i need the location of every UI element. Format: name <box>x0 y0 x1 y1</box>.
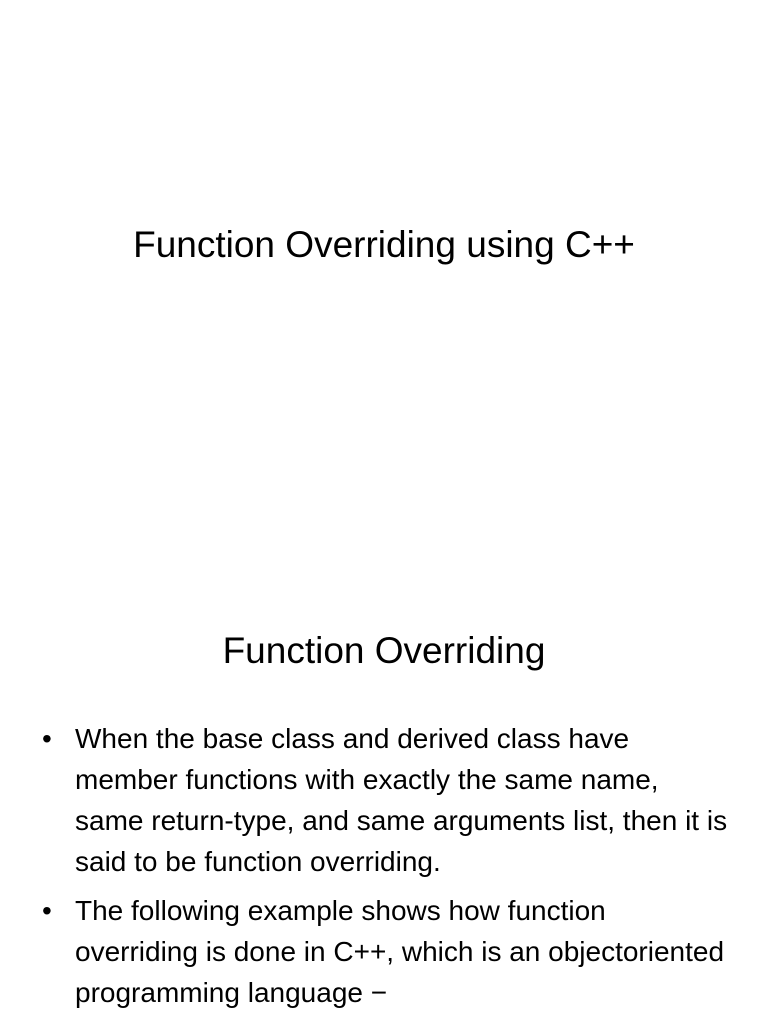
bullet-item-definition <box>42 718 732 882</box>
bullet-text: The following example shows how function overriding is done in C++, which is an objectoriented programming language − <box>75 895 725 1008</box>
bullet-icon: • <box>42 895 52 926</box>
bullet-item-example <box>42 890 732 1013</box>
bullet-text: When the base class and derived class have member functions with exactly the same name, same return-type, and same arguments list, then it is said to be function overriding. <box>75 723 728 877</box>
bullet-icon: • <box>42 723 52 754</box>
slide-title: Function Overriding <box>222 630 546 671</box>
bullet-list <box>42 718 732 1021</box>
presentation-title: Function Overriding using C++ <box>133 224 635 265</box>
content-slide <box>0 576 768 1024</box>
